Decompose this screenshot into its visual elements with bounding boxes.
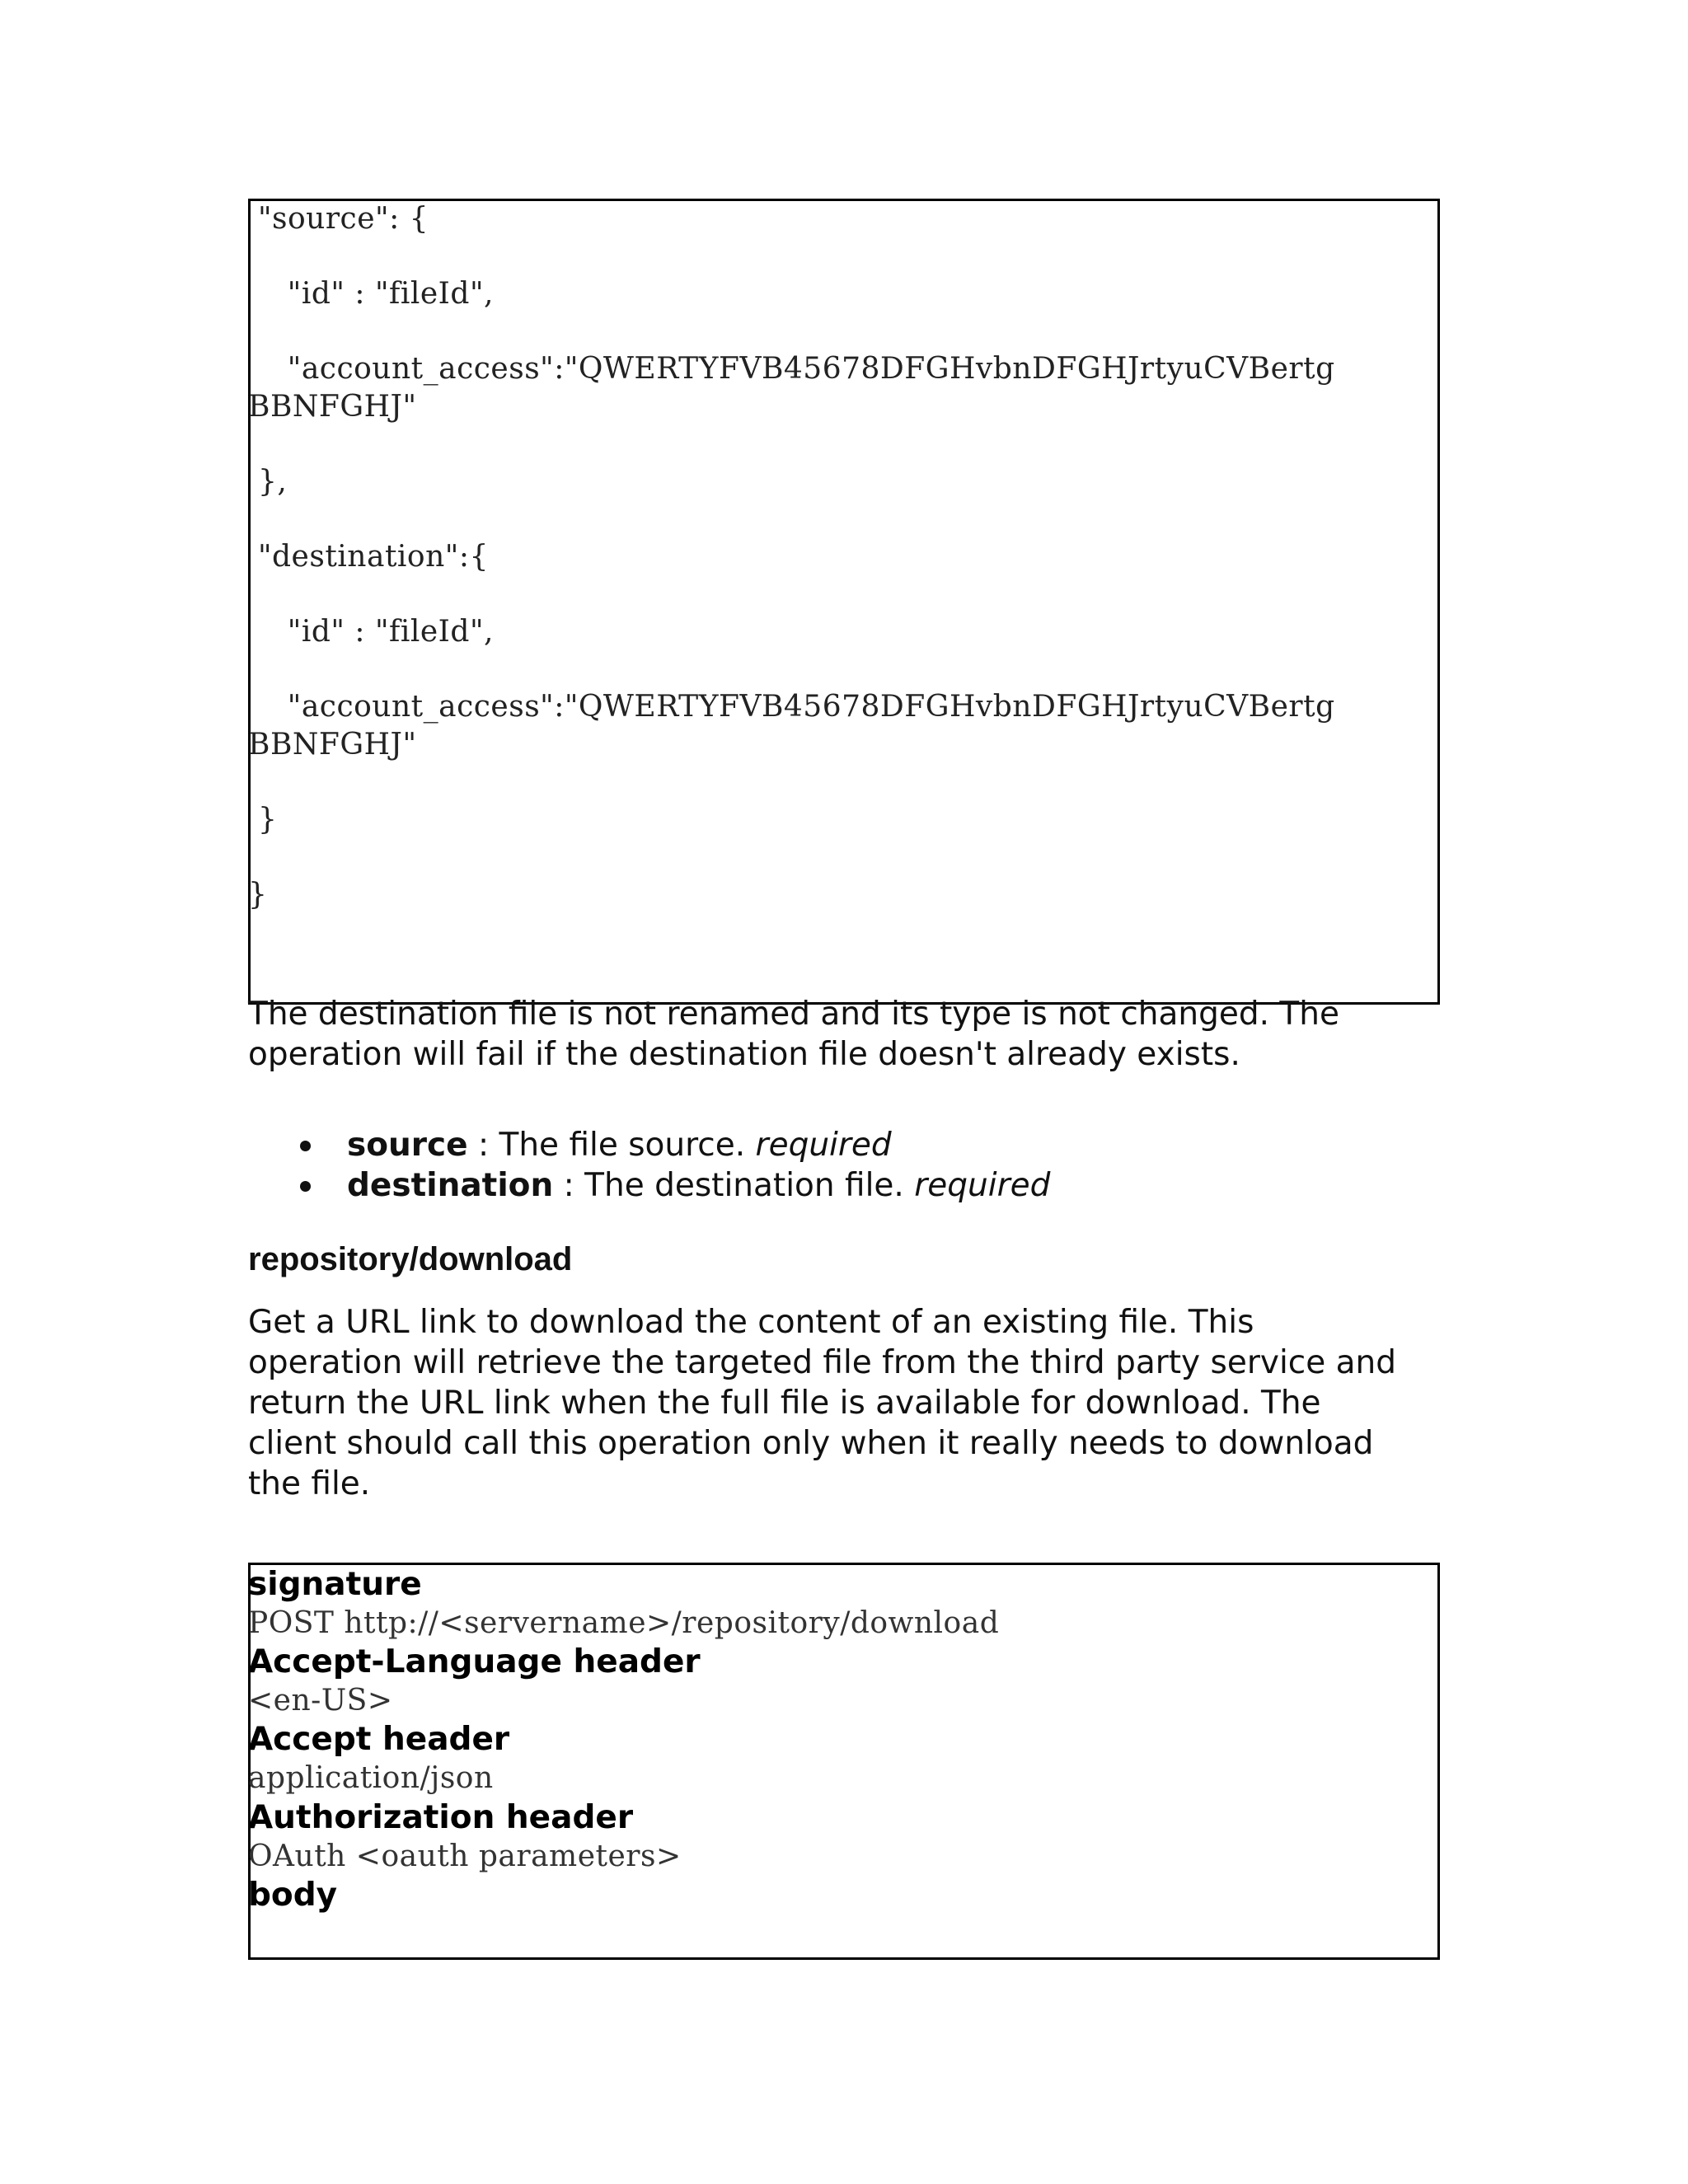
section-body-line: return the URL link when the full file is available for download. The: [248, 1385, 1321, 1422]
section-body-line: operation will retrieve the targeted file from the third party service and: [248, 1344, 1396, 1381]
code-line: "id" : "fileId",: [248, 277, 494, 311]
parameter-name: source: [347, 1127, 468, 1164]
parameter-item-destination: [248, 1165, 1050, 1206]
section-heading: repository/download: [248, 1241, 573, 1277]
code-line: },: [248, 465, 288, 499]
authorization-header-label: Authorization header: [248, 1799, 634, 1836]
code-line: BBNFGHJ": [248, 390, 417, 424]
bullet-icon: [300, 1181, 311, 1192]
signature-value: POST http://<servername>/repository/download: [248, 1606, 1000, 1640]
parameter-description: : The destination file.: [553, 1167, 915, 1204]
json-code-block: [248, 199, 1440, 1005]
code-line: }: [248, 803, 278, 837]
code-line: "account_access":"QWERTYFVB45678DFGHvbnDFGHJrtyuCVBertg: [248, 690, 1335, 724]
description-line: The destination file is not renamed and its type is not changed. The: [248, 996, 1339, 1033]
body-label: body: [248, 1877, 338, 1914]
section-body-line: Get a URL link to download the content of an existing file. This: [248, 1304, 1254, 1341]
section-body-line: the file.: [248, 1465, 371, 1502]
signature-label: signature: [248, 1566, 422, 1603]
description-line: operation will fail if the destination file doesn't already exists.: [248, 1036, 1240, 1073]
accept-language-label: Accept-Language header: [248, 1643, 701, 1680]
parameter-list: [248, 1125, 1050, 1206]
accept-header-label: Accept header: [248, 1721, 510, 1758]
code-line: "account_access":"QWERTYFVB45678DFGHvbnDFGHJrtyuCVBertg: [248, 352, 1335, 386]
code-line: "source": {: [248, 202, 429, 236]
code-line: "id" : "fileId",: [248, 615, 494, 649]
authorization-header-value: OAuth <oauth parameters>: [248, 1840, 682, 1873]
accept-header-value: application/json: [248, 1761, 494, 1795]
bullet-icon: [300, 1141, 311, 1151]
code-line: }: [248, 878, 268, 912]
parameter-required-flag: required: [914, 1167, 1051, 1204]
code-line: "destination":{: [248, 540, 489, 574]
section-body-line: client should call this operation only when it really needs to download: [248, 1425, 1374, 1462]
parameter-name: destination: [347, 1167, 554, 1204]
parameter-required-flag: required: [755, 1127, 892, 1164]
parameter-description: : The file source.: [467, 1127, 756, 1164]
parameter-item-source: [248, 1125, 1050, 1165]
accept-language-value: <en-US>: [248, 1684, 393, 1718]
code-line: BBNFGHJ": [248, 728, 417, 762]
